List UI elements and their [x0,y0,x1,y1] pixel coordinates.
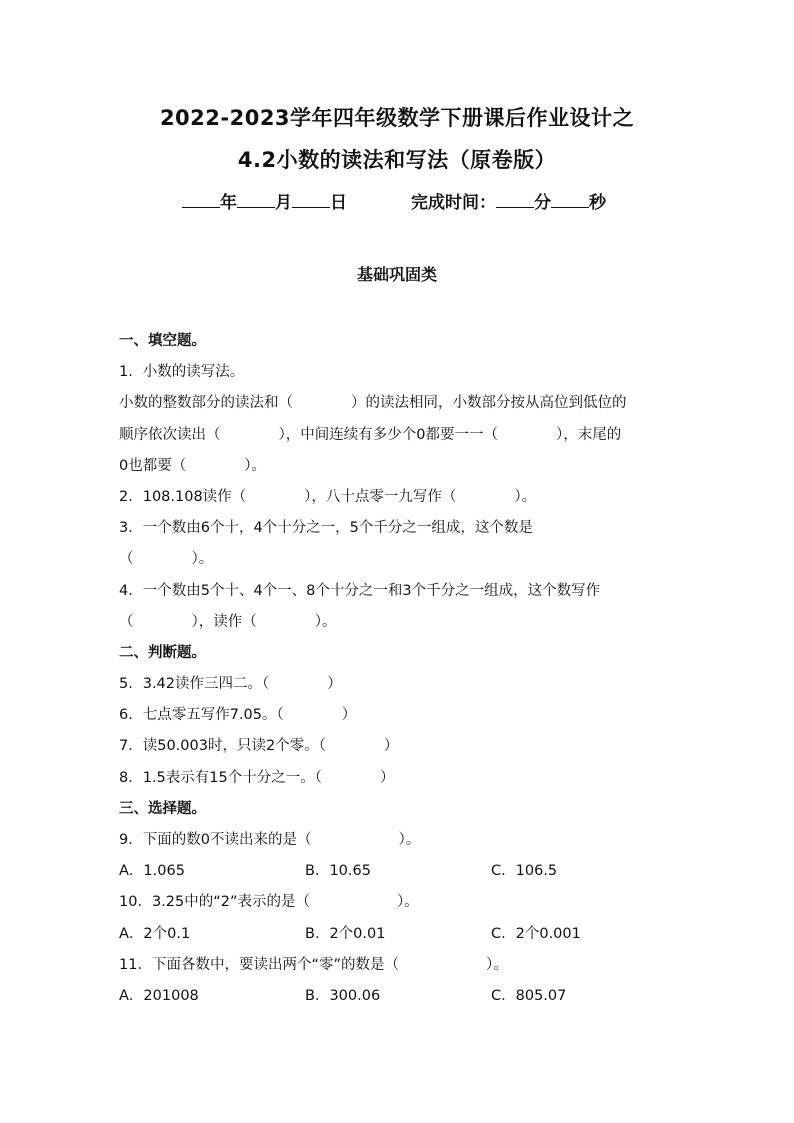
year-label: 年 [220,193,237,213]
question-4: 4．一个数由5个十、4个一、8个十分之一和3个千分之一组成，这个数写作 [119,582,601,599]
day-blank[interactable] [292,193,330,208]
title-line-2: 4.2小数的读法和写法（原卷版） [237,148,557,172]
question-9: 9．下面的数0不读出来的是（ ）。 [119,832,421,848]
section-heading-choice: 三、选择题。 [119,800,206,817]
day-label: 日 [330,193,347,213]
question-6: 6．七点零五写作7.05。（ ） [119,707,357,724]
question-8: 8．1.5表示有15个十分之一。（ ） [119,769,395,786]
question-7: 7．读50.003时，只读2个零。（ ） [119,738,399,755]
second-label: 秒 [589,193,606,213]
minute-blank[interactable] [496,193,534,208]
section-heading-fill-in: 一、填空题。 [119,333,206,349]
section-title: 基础巩固类 [356,265,437,284]
option-c[interactable]: C．106.5 [491,863,558,880]
question-1: 1．小数的读写法。 [119,364,245,381]
question-10-options [119,919,679,950]
question-2: 2．108.108读作（ ），八十点零一九写作（ ）。 [119,488,537,505]
title-line-1: 2022-2023学年四年级数学下册课后作业设计之 [159,106,635,130]
option-b[interactable]: B．2个0.01 [305,925,386,942]
month-label: 月 [275,193,292,213]
question-1-text-c: 0也都要（ ）。 [119,457,266,474]
question-5: 5．3.42读作三四二。（ ） [119,676,342,693]
month-blank[interactable] [237,193,275,208]
option-a[interactable]: A．2个0.1 [119,925,191,942]
section-heading-true-false: 二、判断题。 [119,644,206,661]
option-c[interactable]: C．2个0.001 [491,925,581,942]
question-1-text-b: 顺序依次读出（ ），中间连续有多少个0都要一一（ ），末尾的 [119,426,622,443]
second-blank[interactable] [551,193,589,208]
question-10: 10．3.25中的“2”表示的是（ ）。 [119,894,419,911]
question-11: 11．下面各数中，要读出两个“零”的数是（ ）。 [119,956,508,973]
question-9-options [119,856,679,887]
date-time-line [182,188,606,213]
option-c[interactable]: C．805.07 [491,987,567,1004]
time-label: 完成时间： [411,193,496,213]
minute-label: 分 [534,193,551,213]
year-blank[interactable] [182,193,220,208]
option-b[interactable]: B．10.65 [305,863,371,880]
option-b[interactable]: B．300.06 [305,987,381,1004]
question-1-text-a: 小数的整数部分的读法和（ ）的读法相同，小数部分按从高位到低位的 [119,395,627,412]
question-3: 3．一个数由6个十，4个十分之一，5个千分之一组成，这个数是 [119,520,533,537]
option-a[interactable]: A．1.065 [119,863,185,880]
question-4-answer: （ ），读作（ ）。 [119,613,337,630]
questions-content [119,326,679,1012]
option-a[interactable]: A．201008 [119,987,199,1004]
question-11-options [119,981,679,1012]
question-3-answer: （ ）。 [119,551,214,568]
